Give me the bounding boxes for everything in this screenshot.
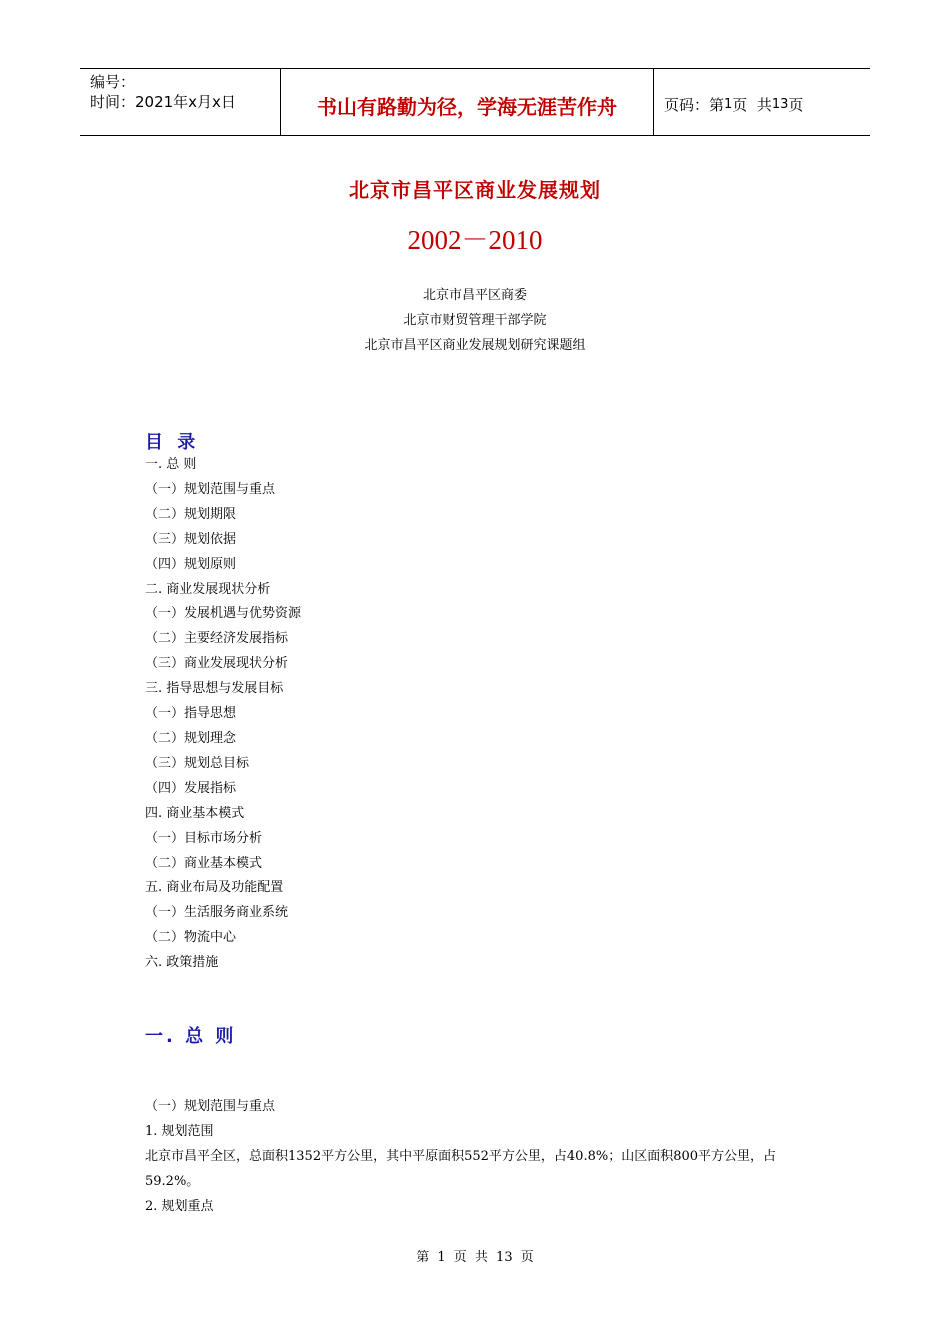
header-meta — [80, 69, 281, 135]
toc-item[interactable]: （三）商业发展现状分析 — [145, 656, 289, 672]
header-motto: 书山有路勤为径，学海无涯苦作舟 — [281, 69, 654, 135]
toc-item[interactable]: 一. 总 则 — [145, 457, 197, 472]
section-heading: 一. 总 则 — [145, 1026, 237, 1047]
organization-item: 北京市财贸管理干部学院 — [403, 313, 547, 328]
page-footer: 第 1 页 共 13 页 — [416, 1250, 534, 1265]
organization-list — [0, 283, 950, 358]
toc-item[interactable]: （三）规划依据 — [145, 531, 237, 547]
page-total: 13 — [771, 96, 789, 112]
page-header — [80, 68, 870, 136]
toc-item[interactable]: （三）规划总目标 — [145, 755, 250, 771]
toc-item[interactable]: （四）规划原则 — [145, 556, 237, 572]
toc-item[interactable]: 二. 商业发展现状分析 — [145, 581, 271, 597]
document-years: 2002－2010 — [407, 225, 543, 255]
toc-item[interactable]: （二）规划理念 — [145, 730, 237, 746]
header-page-number — [654, 69, 870, 135]
toc-item[interactable]: 四. 商业基本模式 — [145, 805, 245, 821]
toc-item[interactable]: （四）发展指标 — [145, 780, 237, 796]
section-body — [145, 1095, 815, 1220]
toc-item[interactable]: （一）发展机遇与优势资源 — [145, 606, 302, 622]
subsection-heading: （一）规划范围与重点 — [145, 1099, 276, 1114]
page-mid: 页 共 — [732, 95, 772, 114]
body-paragraph: 北京市昌平全区，总面积1352平方公里，其中平原面积552平方公里，占40.8%；山区面积800平方公里，占59.2%。 — [145, 1148, 777, 1189]
page-suffix: 页 — [788, 95, 804, 114]
item-heading: 1. 规划范围 — [145, 1123, 214, 1139]
toc-item[interactable]: 六. 政策措施 — [145, 955, 219, 971]
toc-item[interactable]: （一）生活服务商业系统 — [145, 905, 289, 921]
toc-item[interactable]: （二）物流中心 — [145, 930, 237, 946]
toc-heading: 目 录 — [145, 432, 200, 453]
item-heading: 2. 规划重点 — [145, 1198, 214, 1214]
table-of-contents — [145, 453, 301, 976]
toc-item[interactable]: （一）目标市场分析 — [145, 830, 263, 846]
toc-item[interactable]: （二）规划期限 — [145, 506, 237, 522]
document-title: 北京市昌平区商业发展规划 — [349, 178, 601, 202]
toc-item[interactable]: （二）商业基本模式 — [145, 855, 263, 871]
time-label: 时间：2021年x月x日 — [90, 93, 236, 111]
toc-item[interactable]: 五. 商业布局及功能配置 — [145, 880, 284, 896]
toc-item[interactable]: 三. 指导思想与发展目标 — [145, 681, 284, 697]
serial-label: 编号： — [90, 73, 136, 91]
toc-item[interactable]: （二）主要经济发展指标 — [145, 631, 289, 647]
toc-item[interactable]: （一）规划范围与重点 — [145, 481, 276, 497]
organization-item: 北京市昌平区商业发展规划研究课题组 — [364, 338, 586, 353]
page-current: 1 — [724, 96, 733, 112]
organization-item: 北京市昌平区商委 — [422, 288, 527, 303]
page-prefix: 页码：第 — [664, 95, 725, 114]
toc-item[interactable]: （一）指导思想 — [145, 706, 237, 722]
